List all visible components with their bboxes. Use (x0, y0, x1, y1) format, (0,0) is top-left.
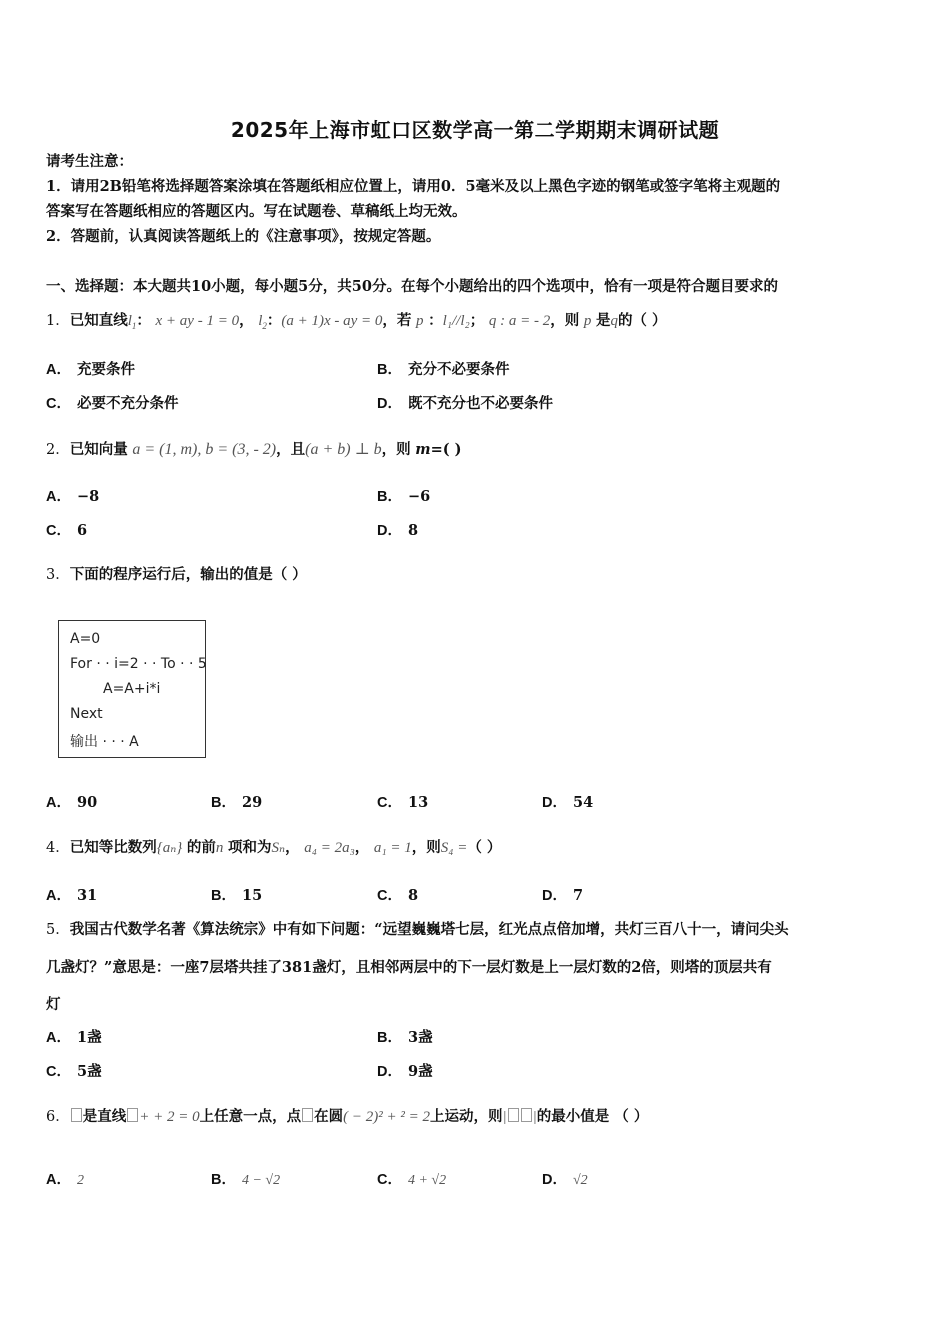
q4-option-d[interactable]: D． 7 (542, 887, 584, 904)
q1-option-b[interactable]: B． 充分不必要条件 (377, 361, 510, 378)
q2-option-b[interactable]: B． −6 (377, 488, 431, 505)
math-line-eq: + + 2 = 0 (139, 1109, 200, 1125)
math-l1: $l_1$ (127, 313, 137, 331)
q1-option-a[interactable]: A． 充要条件 (46, 361, 135, 378)
code-line: Next (70, 706, 103, 722)
math-line-l1: x + ay - 1 = 0 (155, 313, 240, 329)
question-4: 4．已知等比数列{aₙ} 的前n 项和为Sₙ， a₄ = 2a₃， a₁ = 1，则S₄ =（ ） (46, 839, 502, 856)
q2-option-d[interactable]: D． 8 (377, 522, 419, 539)
q1-option-d[interactable]: D． 既不充分也不必要条件 (377, 395, 553, 412)
program-code-box (58, 620, 206, 758)
q1-option-c[interactable]: C． 必要不充分条件 (46, 395, 179, 412)
notice-item2: 2．答题前，认真阅读答题纸上的《注意事项》，按规定答题。 (46, 228, 441, 245)
math-a1: a₁ = 1 (373, 840, 412, 856)
code-line: A=A+i*i (103, 681, 161, 697)
q2-option-a[interactable]: A． −8 (46, 488, 100, 505)
q4-option-a[interactable]: A． 31 (46, 887, 98, 904)
question-3: 3．下面的程序运行后，输出的值是（ ） (46, 566, 307, 583)
q5-option-a[interactable]: A． 1盏 (46, 1029, 102, 1046)
question-2: 2．已知向量 a = (1, m), b = (3, - 2)，且(a + b) ⊥ b，则 m=( ) (46, 441, 462, 458)
q6-option-d[interactable]: D． √2 (542, 1172, 588, 1188)
math-q: q : a = - 2 (488, 313, 551, 329)
math-p: p (416, 313, 424, 329)
question-6: 6． 是直线 + + 2 = 0上任意一点，点 在圆( − 2)² + ² = 2上运动，则| |的最小值是 （ ） (46, 1108, 649, 1125)
code-line: 输出 · · · A (70, 734, 139, 750)
q4-option-b[interactable]: B． 15 (211, 887, 263, 904)
q3-option-c[interactable]: C． 13 (377, 794, 429, 811)
math-circle-eq: ( − 2)² + ² = 2 (343, 1109, 430, 1125)
q5-option-c[interactable]: C． 5盏 (46, 1063, 102, 1080)
question-number: 1． (46, 313, 70, 329)
math-vectors: a = (1, m), b = (3, - 2) (132, 441, 277, 458)
missing-glyph-icon (71, 1108, 82, 1122)
question-number: 6． (46, 1109, 70, 1125)
notice-item1-line1: 1．请用2B铅笔将选择题答案涂填在答题纸相应位置上，请用0．5毫米及以上黑色字迹的钢笔或签字笔将主观题的 (46, 178, 781, 195)
question-number: 5． (46, 922, 70, 938)
math-abs: | | (502, 1109, 537, 1125)
math-sequence: {aₙ} (156, 840, 183, 856)
missing-glyph-icon (127, 1108, 138, 1122)
q5-option-b[interactable]: B． 3盏 (377, 1029, 433, 1046)
notice-item1-line2: 答案写在答题纸相应的答题区内。写在试题卷、草稿纸上均无效。 (46, 203, 467, 220)
q6-option-b[interactable]: B． 4 − √2 (211, 1172, 281, 1188)
question-number: 3． (46, 567, 70, 583)
question-1: 1．已知直线$l_1$： x + ay - 1 = 0， $l_2$：(a + 1)x - ay = 0，若 p ：l₁//l₂； q : a = - 2，则 p 是q的（ ） (46, 312, 667, 331)
q3-option-b[interactable]: B． 29 (211, 794, 263, 811)
math-parallel: l₁//l₂ (442, 313, 470, 329)
question-5-line1: 5．我国古代数学名著《算法统宗》中有如下问题：“远望巍巍塔七层，红光点点倍加增，共灯三百八十一，请问尖头 (46, 921, 789, 938)
math-l2: $l_2$ (258, 313, 267, 331)
math-s4: S₄ = (440, 840, 468, 856)
q5-option-d[interactable]: D． 9盏 (377, 1063, 433, 1080)
section-heading: 一、选择题：本大题共10小题，每小题5分，共50分。在每个小题给出的四个选项中，恰有一项是符合题目要求的 (46, 278, 778, 295)
page-title: 2025年上海市虹口区数学高一第二学期期末调研试题 (230, 118, 720, 142)
question-number: 2． (46, 442, 70, 458)
question-5-line3: 灯 (46, 996, 61, 1013)
notice-heading: 请考生注意： (46, 153, 133, 170)
question-5-line2: 几盏灯？”意思是：一座7层塔共挂了381盏灯，且相邻两层中的下一层灯数是上一层灯数的2倍，则塔的顶层共有 (46, 959, 772, 976)
q6-option-a[interactable]: A． 2 (46, 1172, 84, 1188)
code-line: For · · i=2 · · To · · 5 (70, 656, 207, 672)
math-a4: a₄ = 2a₃ (304, 840, 355, 856)
q4-option-c[interactable]: C． 8 (377, 887, 419, 904)
q3-option-a[interactable]: A． 90 (46, 794, 98, 811)
q6-option-c[interactable]: C． 4 + √2 (377, 1172, 447, 1188)
math-line-l2: (a + 1)x - ay = 0 (281, 313, 383, 329)
q2-option-c[interactable]: C． 6 (46, 522, 88, 539)
q3-option-d[interactable]: D． 54 (542, 794, 594, 811)
math-perpendicular: (a + b) ⊥ b (305, 441, 382, 458)
question-number: 4． (46, 840, 70, 856)
code-line: A=0 (70, 631, 101, 647)
missing-glyph-icon (302, 1108, 313, 1122)
